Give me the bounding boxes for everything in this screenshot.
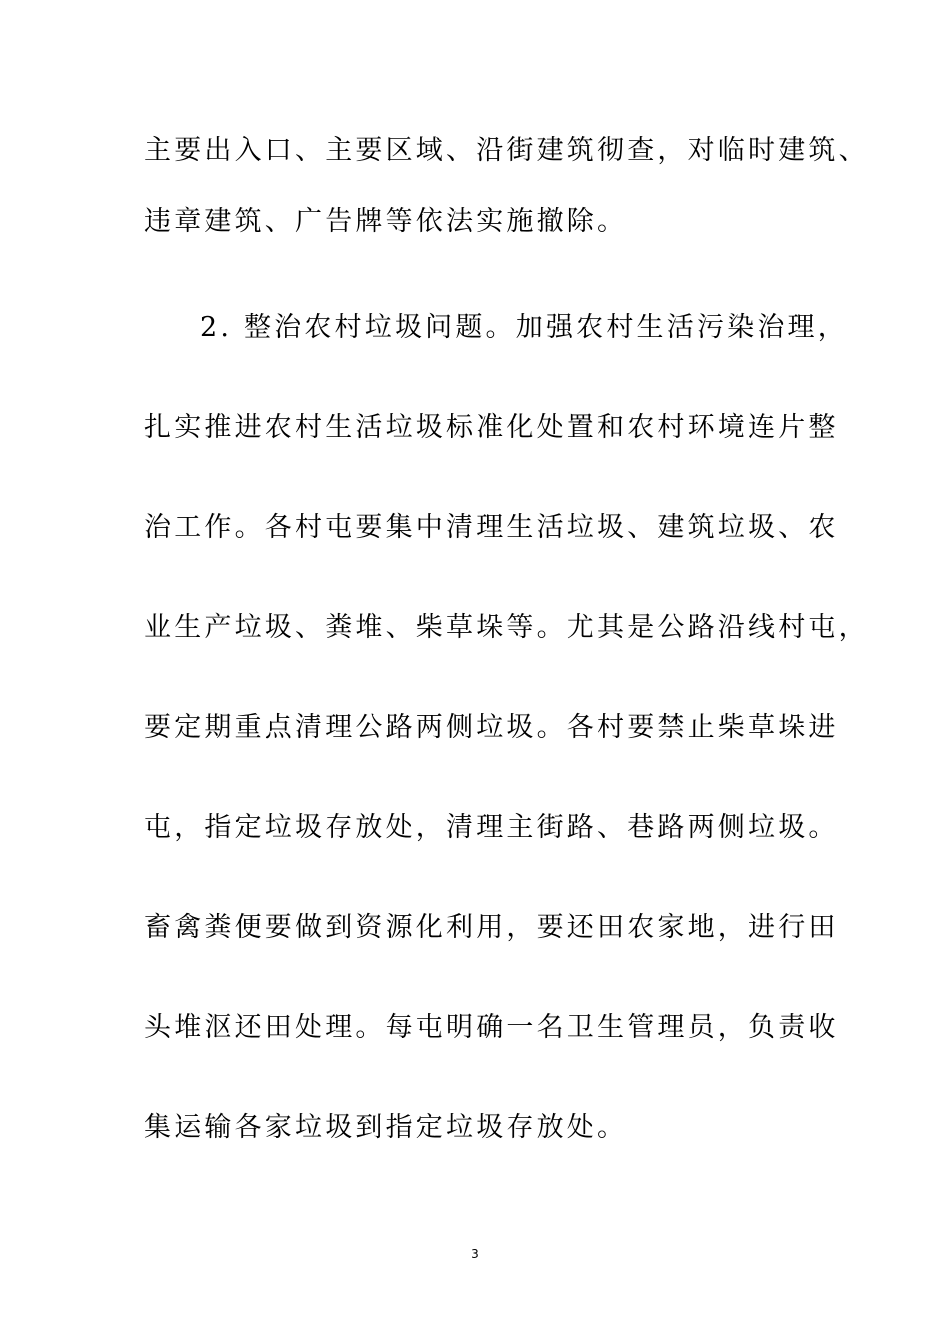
page-number: 3 bbox=[471, 1247, 479, 1261]
paragraph-line-9: 畜禽粪便要做到资源化利用，要还田农家地，进行田 bbox=[144, 912, 839, 943]
paragraph-line-5: 治工作。各村屯要集中清理生活垃圾、建筑垃圾、农 bbox=[144, 512, 839, 543]
paragraph-line-10: 头堆沤还田处理。每屯明确一名卫生管理员，负责收 bbox=[144, 1012, 839, 1043]
paragraph-line-4: 扎实推进农村生活垃圾标准化处置和农村环境连片整 bbox=[144, 412, 839, 443]
paragraph-line-11: 集运输各家垃圾到指定垃圾存放处。 bbox=[144, 1112, 628, 1143]
paragraph-line-6: 业生产垃圾、粪堆、柴草垛等。尤其是公路沿线村屯， bbox=[144, 612, 869, 643]
paragraph-line-3: 2. 整治农村垃圾问题。加强农村生活污染治理， bbox=[200, 312, 848, 343]
paragraph-line-2: 违章建筑、广告牌等依法实施撤除。 bbox=[144, 206, 628, 237]
paragraph-line-1: 主要出入口、主要区域、沿街建筑彻查，对临时建筑、 bbox=[144, 135, 869, 166]
paragraph-line-7: 要定期重点清理公路两侧垃圾。各村要禁止柴草垛进 bbox=[144, 712, 839, 743]
paragraph-line-8: 屯，指定垃圾存放处，清理主街路、巷路两侧垃圾。 bbox=[144, 812, 839, 843]
